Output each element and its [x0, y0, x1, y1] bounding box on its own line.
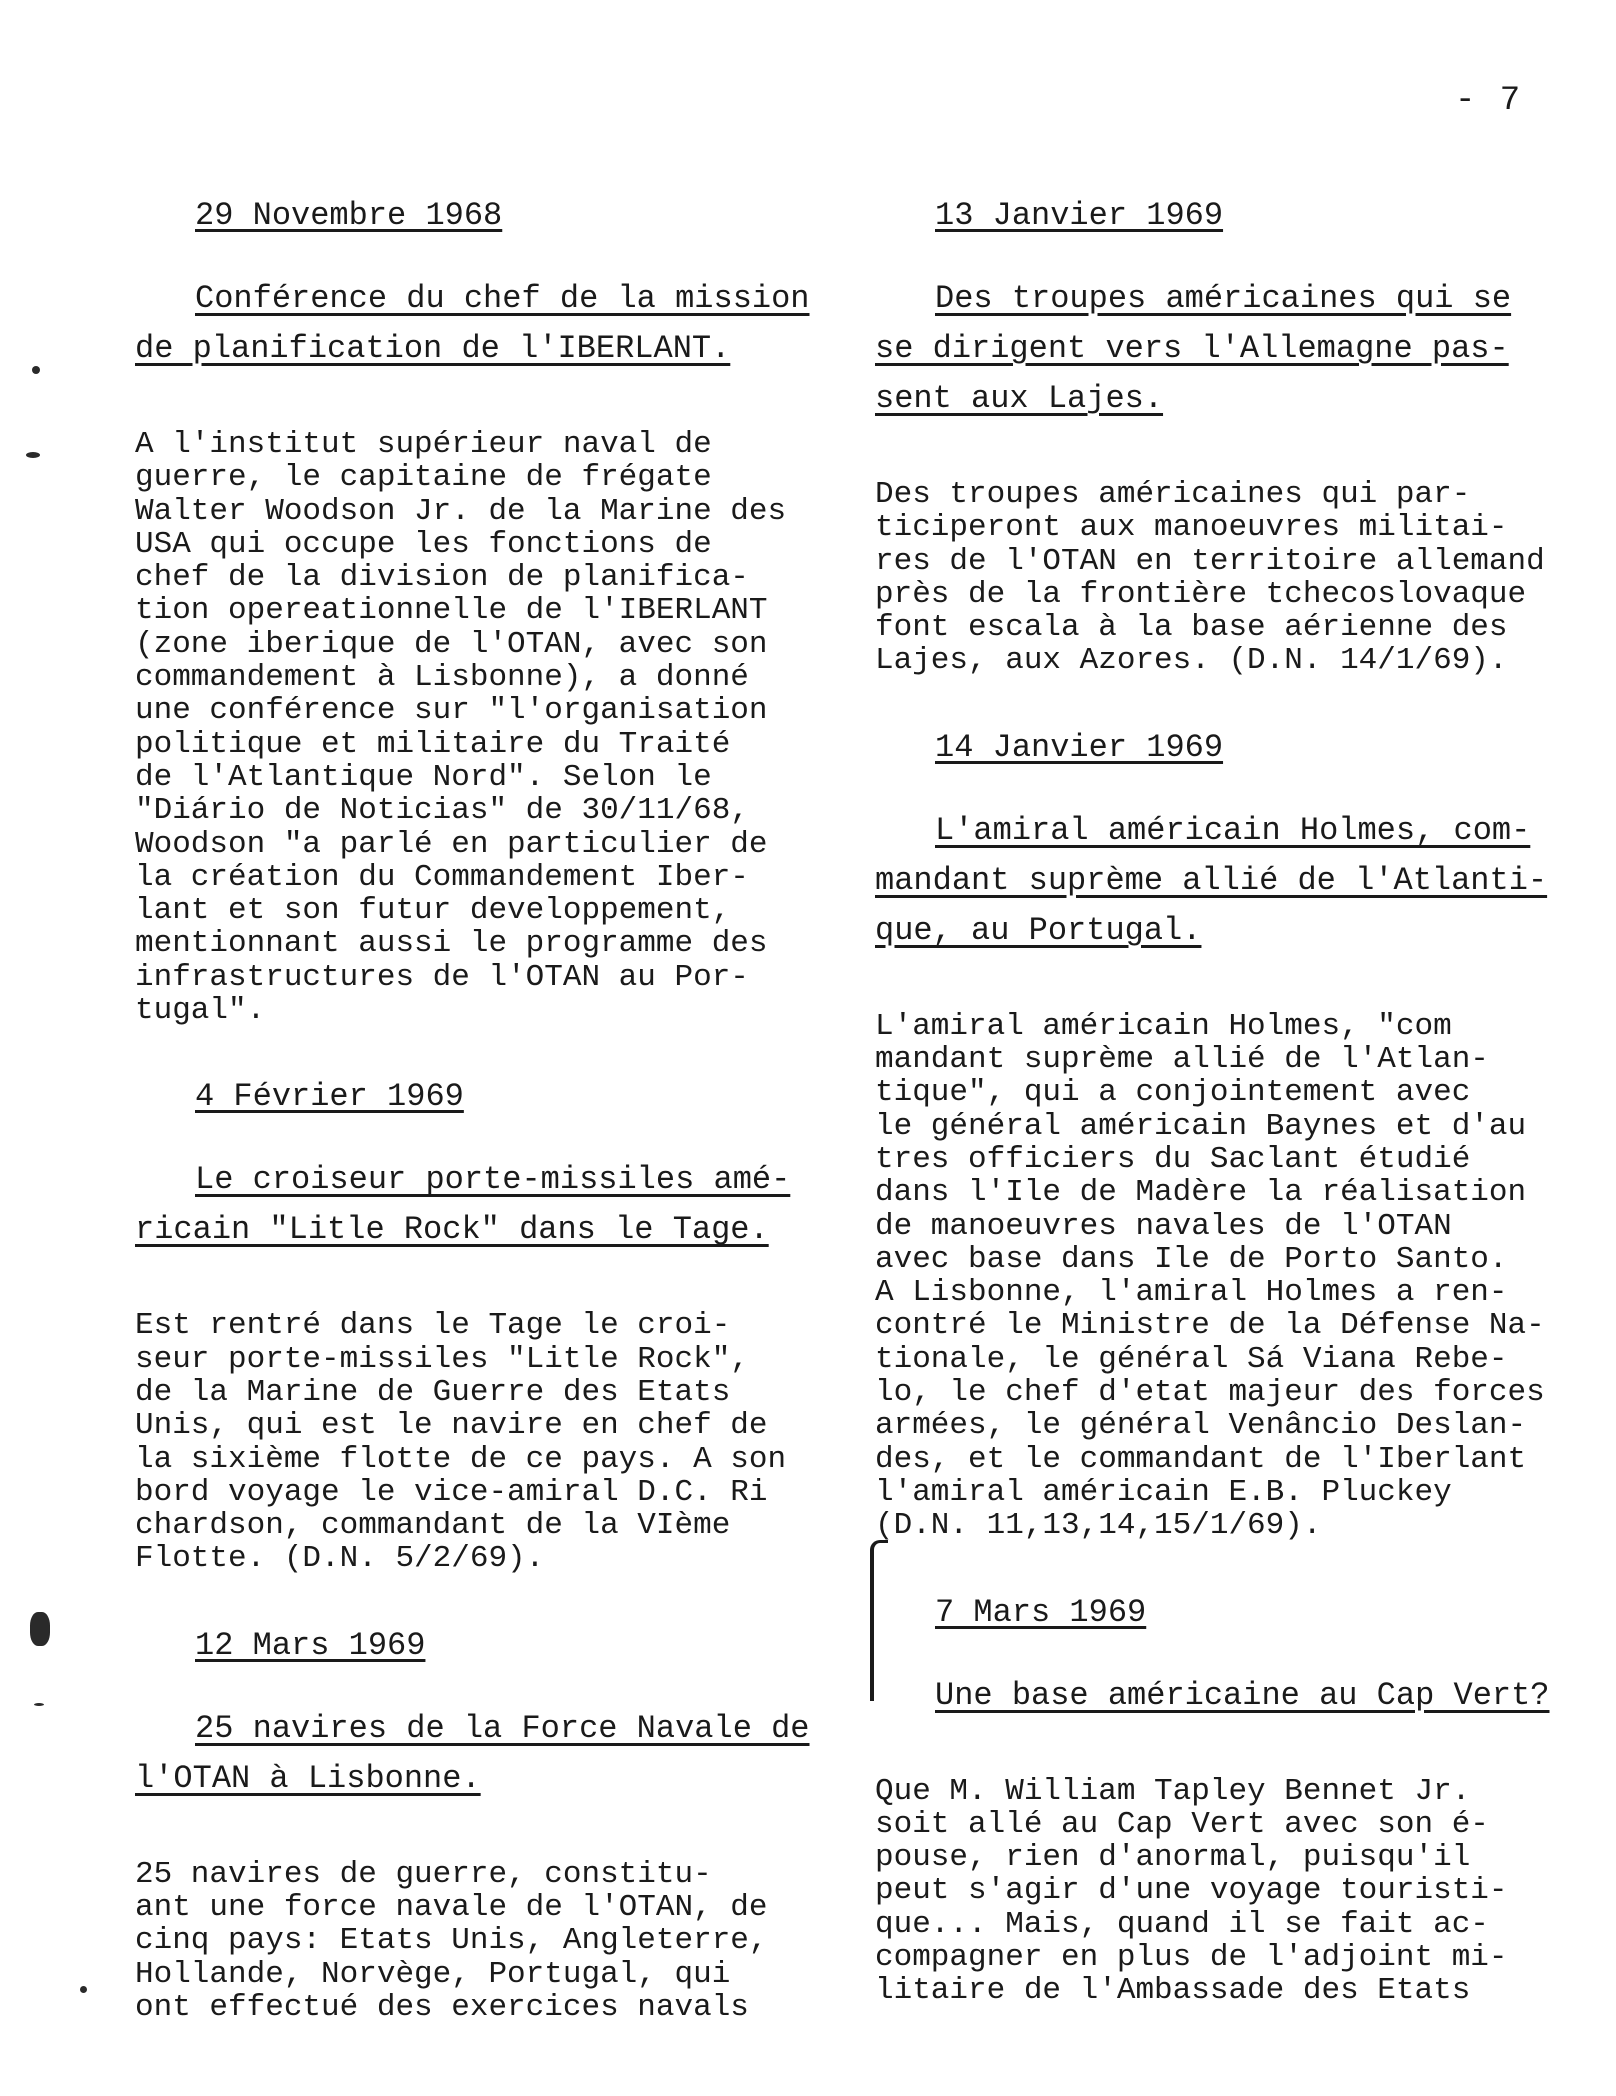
entry-body: Est rentré dans le Tage le croi- seur porte-missiles "Litle Rock", de la Marine de Guerre des Etats Unis, qui est le navire en chef de la sixième flotte de ce pays. A son bord voyage le vice-amiral D.C. Ri chardson, commandant de la VIème Flotte. (D.N. 5/2/69). — [135, 1308, 787, 1577]
news-entry — [875, 730, 1565, 1543]
left-column — [135, 198, 825, 2076]
news-entry — [875, 198, 1565, 678]
right-column — [875, 198, 1565, 2060]
entry-body: A l'institut supérieur naval de guerre, le capitaine de frégate Walter Woodson Jr. de la Marine des USA qui occupe les fonctions de chef de la division de planifica- tion opereationnelle de l'IBERLANT (zone iberique de l'OTAN, avec son commandement à Lisbonne), a donné une conférence sur "l'organisation politique et militaire du Traité de l'Atlantique Nord". Selon le "Diário de Noticias" de 30/11/68, Woodson "a parlé en particulier de la création du Commandement Iber- lant et son futur developpement, mentionnant aussi le programme des infrastructures de l'OTAN au Por- tugal". — [135, 427, 787, 1029]
entry-date: 7 Mars 1969 — [935, 1593, 1147, 1631]
entry-heading: 25 navires de la Force Navale de l'OTAN à Lisbonne. — [135, 1709, 810, 1797]
entry-heading: Conférence du chef de la mission de planification de l'IBERLANT. — [135, 280, 810, 367]
scan-speck — [32, 366, 40, 374]
news-entry — [135, 1628, 825, 2024]
scan-speck — [34, 1703, 44, 1706]
entry-date: 14 Janvier 1969 — [935, 728, 1224, 766]
entry-heading: Des troupes américaines qui se se dirigent vers l'Allemagne pas- sent aux Lajes. — [875, 280, 1512, 417]
margin-bracket-mark — [870, 1540, 888, 1701]
news-entry — [135, 1079, 825, 1575]
news-entry — [875, 1595, 1565, 2008]
entry-heading: L'amiral américain Holmes, com- mandant suprème allié de l'Atlanti- que, au Portugal. — [875, 811, 1548, 949]
entry-date: 4 Février 1969 — [195, 1078, 464, 1116]
entry-body: Des troupes américaines qui par- ticiperont aux manoeuvres militai- res de l'OTAN en territoire allemand près de la frontière tchecoslovaque font escala à la base aérienne des Lajes, aux Azores. (D.N. 14/1/69). — [875, 477, 1545, 679]
page-number: - 7 — [1455, 82, 1523, 120]
scan-speck — [30, 1612, 50, 1646]
entry-heading: Une base américaine au Cap Vert? — [935, 1676, 1550, 1714]
entry-heading: Le croiseur porte-missiles amé- ricain "Litle Rock" dans le Tage. — [135, 1161, 791, 1249]
entry-body: L'amiral américain Holmes, "com mandant suprème allié de l'Atlan- tique", qui a conjointement avec le général américain Baynes et d'au tres officiers du Saclant étudié dans l'Ile de Madère la réalisation de manoeuvres navales de l'OTAN avec base dans Ile de Porto Santo. A Lisbonne, l'amiral Holmes a ren- contré le Ministre de la Défense Na- tionale, le général Sá Viana Rebe- lo, le chef d'etat majeur des forces armées, le général Venâncio Deslan- des, et le commandant de l'Iberlant l'amiral américain E.B. Pluckey (D.N. 11,13,14,15/1/69). — [875, 1008, 1545, 1544]
entry-date: 12 Mars 1969 — [195, 1626, 426, 1664]
scan-speck — [80, 1986, 87, 1993]
entry-body: Que M. William Tapley Bennet Jr. soit allé au Cap Vert avec son é- pouse, rien d'anormal, puisqu'il peut s'agir d'une voyage touristi- que... Mais, quand il se fait ac- compagner en plus de l'adjoint mi- litaire de l'Ambassade des Etats — [875, 1773, 1508, 2009]
entry-date: 29 Novembre 1968 — [195, 197, 503, 234]
entry-date: 13 Janvier 1969 — [935, 197, 1224, 234]
entry-body: 25 navires de guerre, constitu- ant une force navale de l'OTAN, de cinq pays: Etats Unis, Angleterre, Hollande, Norvège, Portugal, qui ont effectué des exercices navals — [135, 1856, 768, 2025]
scan-speck — [26, 452, 40, 458]
news-entry — [135, 198, 825, 1027]
